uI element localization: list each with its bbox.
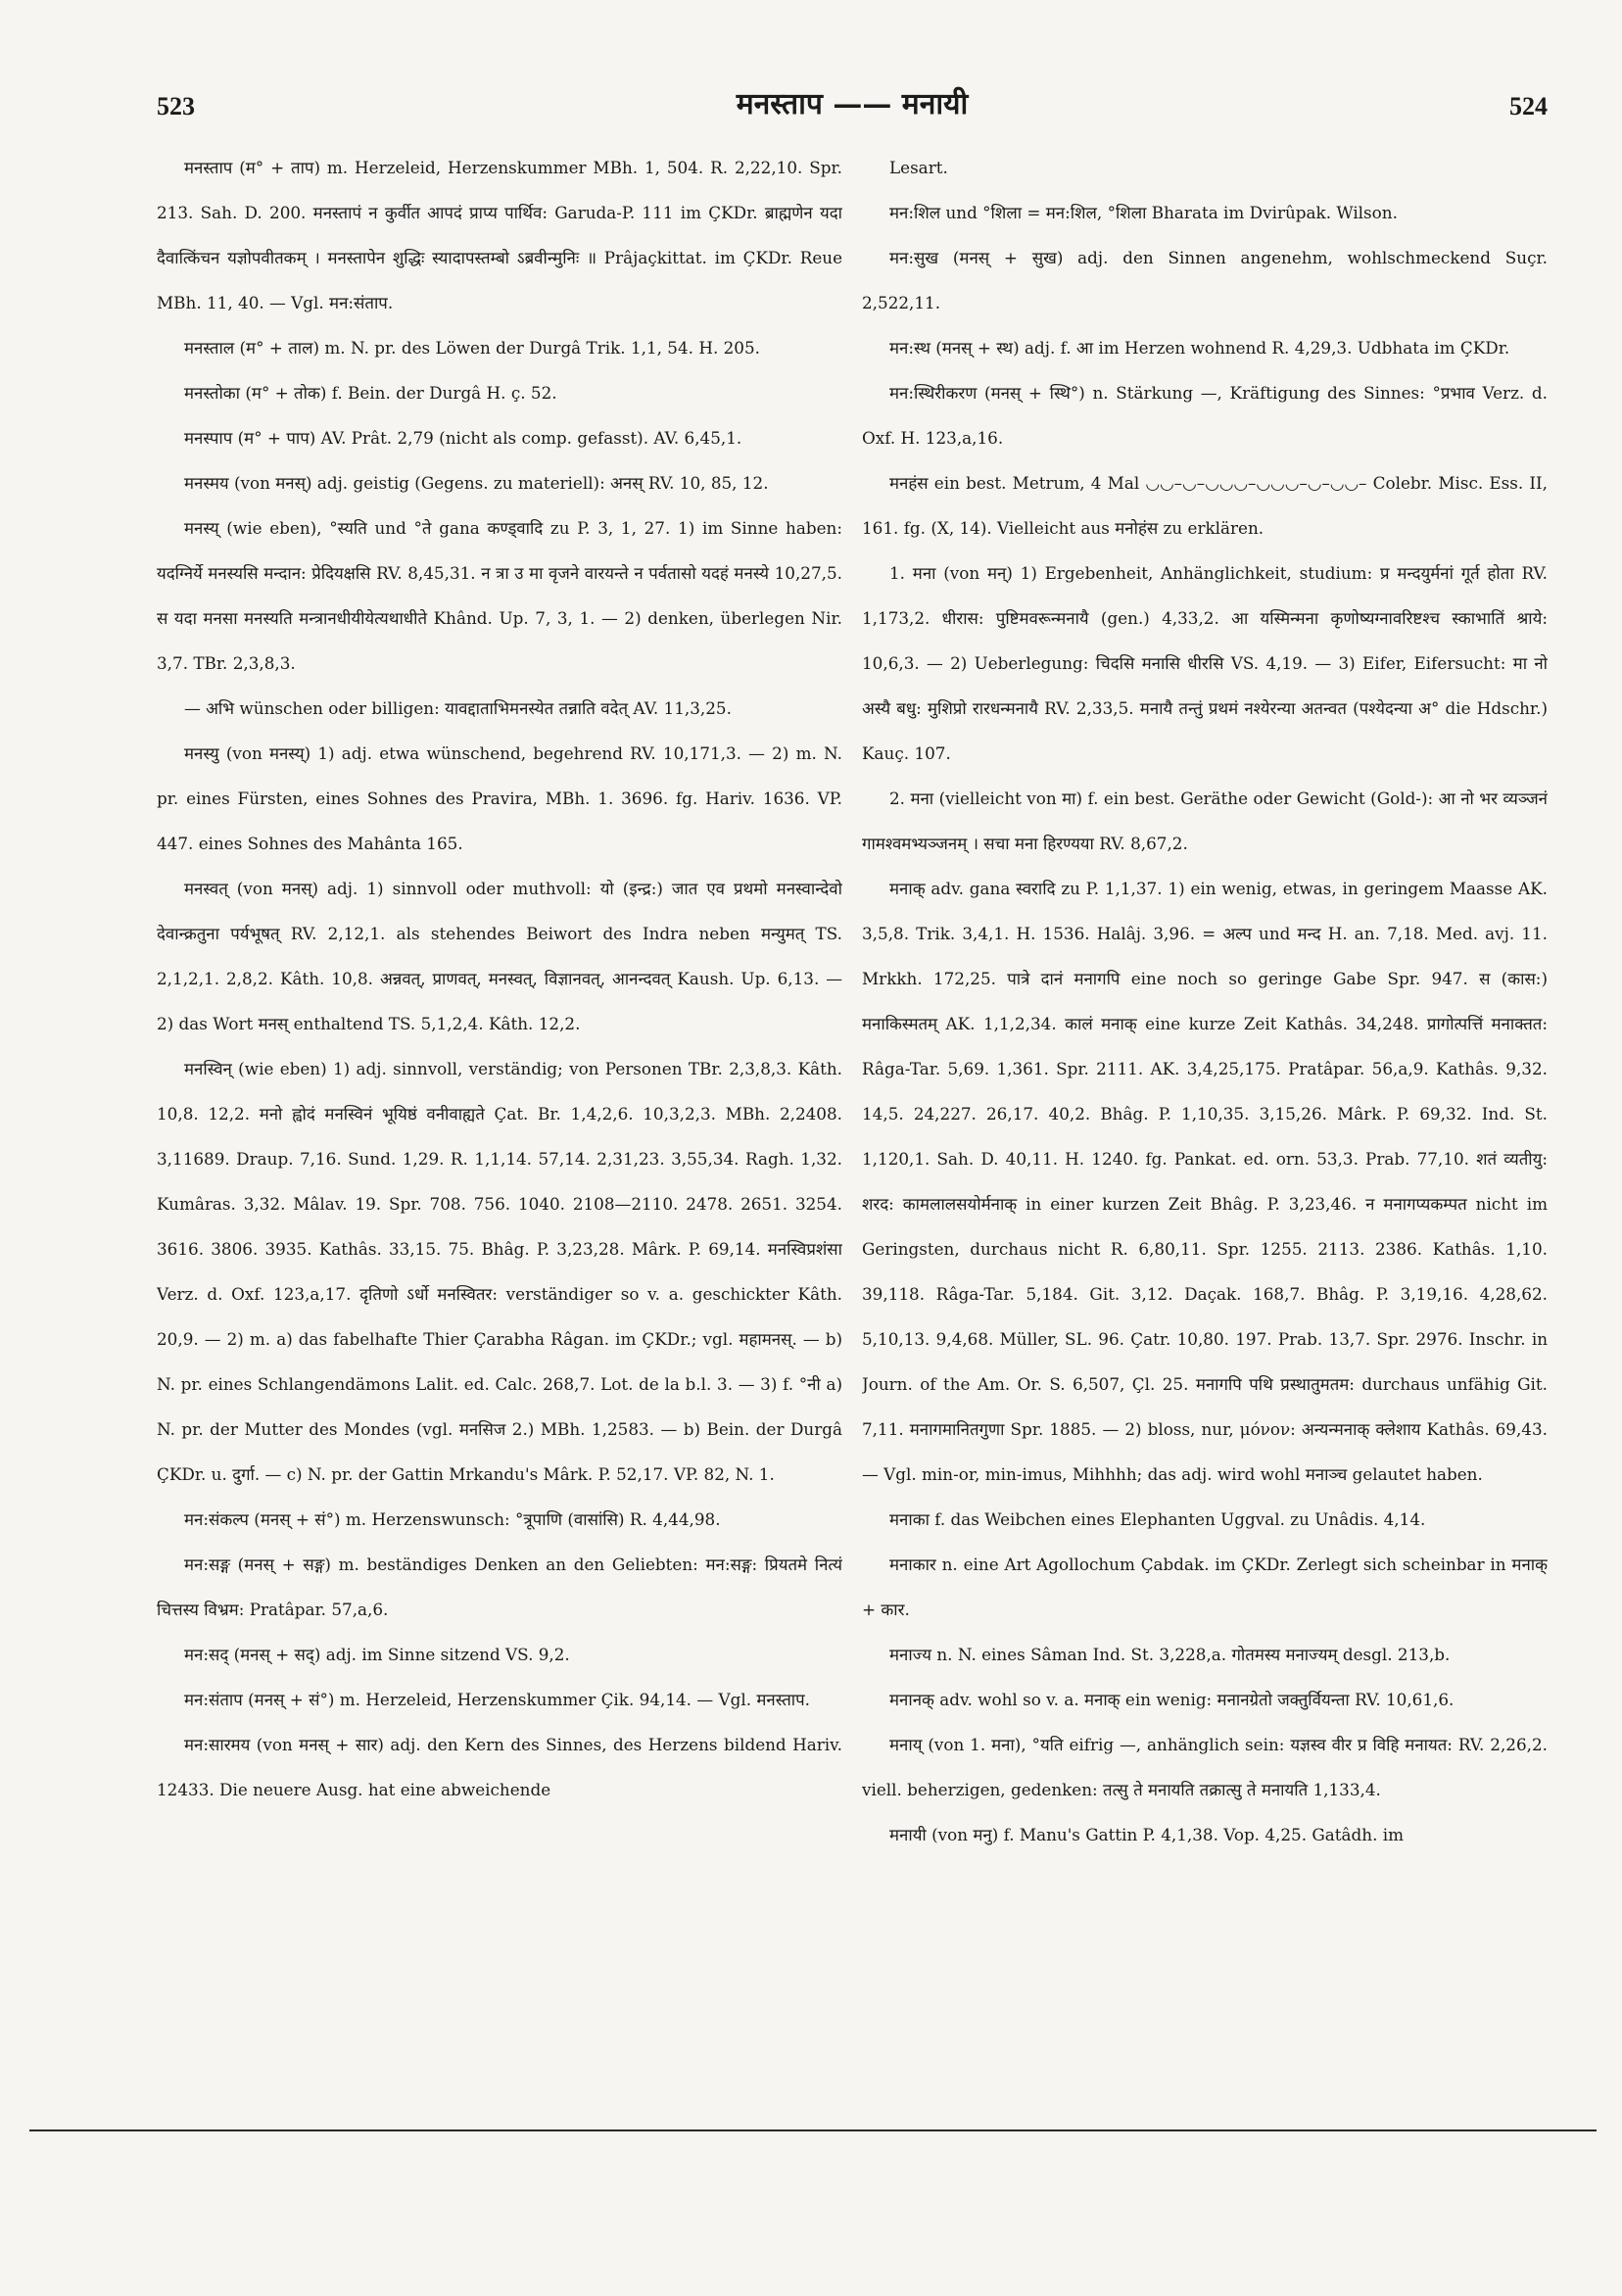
dictionary-entry: मनस्विन् (wie eben) 1) adj. sinnvoll, verständig; von Personen TBr. 2,3,8,3. Kâth. 10,8. 12,2. मनो ह्वोदं मनस्विनं भूयिष्ठं वनीवाह्यते Çat. Br. 1,4,2,6. 10,3,2,3. MBh. 2,2408. 3,11689. Draup. 7,16. Sund. 1,29. R. 1,1,14. 57,14. 2,31,23. 3,55,34. Ragh. 1,32. Kumâras. 3,32. Mâlav. 19. Spr. 708. 756. 1040. 2108—2110. 2478. 2651. 3254. 3616. 3806. 3935. Kathâs. 33,15. 75. Bhâg. P. 3,23,28. Mârk. P. 69,14. मनस्विप्रशंसा Verz. d. Oxf. 123,a,17. दृतिणो ऽर्धो मनस्वितर: verständiger so v. a. geschickter Kâth. 20,9. — 2) m. a) das fabelhafte Thier Çarabha Râgan. im ÇKDr.; vgl. महामनस्. — b) N. pr. eines Schlangendämons Lalit. ed. Calc. 268,7. Lot. de la b.l. 3. — 3) f. °नी a) N. pr. der Mutter des Mondes (vgl. मनसिज 2.) MBh. 1,2583. — b) Bein. der Durgâ ÇKDr. u. दुर्गा. — c) N. pr. der Gattin Mrkandu's Mârk. P. 52,17. VP. 82, N. 1. xyxy=(157,1059,842,1484)
dictionary-entry: मन:सद् (मनस् + सद्) adj. im Sinne sitzend VS. 9,2. xyxy=(184,1645,570,1664)
dictionary-entry: मन:सङ्ग (मनस् + सङ्ग) m. beständiges Denken an den Geliebten: मन:सङ्ग: प्रियतमे नित्यं चित्तस्य विभ्रम: Pratâpar. 57,a,6. xyxy=(157,1555,842,1619)
page-number-right: 524 xyxy=(1509,92,1548,120)
dictionary-entry: मनस्मय (von मनस्) adj. geistig (Gegens. zu materiell): अनस् RV. 10, 85, 12. xyxy=(184,473,769,493)
dictionary-entry: मन:स्थिरीकरण (मनस् + स्थि°) n. Stärkung —, Kräftigung des Sinnes: °प्रभाव Verz. d. Oxf. H. 123,a,16. xyxy=(862,383,1548,448)
right-column xyxy=(862,145,1548,2006)
dictionary-entry: मन:स्थ (मनस् + स्थ) adj. f. आ im Herzen wohnend R. 4,29,3. Udbhata im ÇKDr. xyxy=(889,338,1510,358)
dictionary-entry: मनानक् adv. wohl so v. a. मनाक् ein wenig: मनानग्रेतो जक्तुर्वियन्ता RV. 10,61,6. xyxy=(889,1690,1455,1709)
dictionary-entry: मनायी (von मनु) f. Manu's Gattin P. 4,1,38. Vop. 4,25. Gatâdh. im xyxy=(889,1825,1405,1844)
dictionary-entry: मन:सारमय (von मनस् + सार) adj. den Kern des Sinnes, des Herzens bildend Hariv. 12433. Die neuere Ausg. hat eine abweichende xyxy=(157,1735,842,1799)
page-header xyxy=(157,82,1548,141)
dictionary-entry: मनाज्य n. N. eines Sâman Ind. St. 3,228,a. गोतमस्य मनाज्यम् desgl. 213,b. xyxy=(889,1645,1451,1664)
dictionary-entry: Lesart. xyxy=(889,158,948,177)
dictionary-entry: 1. मना (von मन्) 1) Ergebenheit, Anhänglichkeit, studium: प्र मन्दयुर्मनां गूर्त होता RV. 1,173,2. धीरास: पुष्टिमवरून्मनायै (gen.) 4,33,2. आ यस्मिन्मना कृणोष्यग्नावरिष्टश्च स्काभातिं श्राये: 10,6,3. — 2) Ueberlegung: चिदसि मनासि धीरसि VS. 4,19. — 3) Eifer, Eifersucht: मा नो अस्यै बधु: मुशिप्रो रारधन्मनायै RV. 2,33,5. मनायै तन्तुं प्रथमं नश्येरन्या अतन्वत (पश्येदन्या अ° die Hdschr.) Kauç. 107. xyxy=(862,563,1548,763)
dictionary-entry: मनाका f. das Weibchen eines Elephanten Uggval. zu Unâdis. 4,14. xyxy=(889,1509,1426,1529)
page-number-left: 523 xyxy=(157,92,195,120)
dictionary-entry: मनाय् (von 1. मना), °यति eifrig —, anhänglich sein: यज्ञस्व वीर प्र विहि मनायत: RV. 2,26,2. viell. beherzigen, gedenken: तत्सु ते मनायति तक्रात्सु ते मनायति 1,133,4. xyxy=(862,1735,1548,1799)
dictionary-entry: मन:शिल und °शिला = मन:शिल, °शिला Bharata im Dvirûpak. Wilson. xyxy=(889,203,1398,222)
dictionary-entry: — अभि wünschen oder billigen: यावद्दाताभिमनस्येत तन्नाति वदेत् AV. 11,3,25. xyxy=(184,698,732,718)
dictionary-entry: 2. मना (vielleicht von मा) f. ein best. Geräthe oder Gewicht (Gold-): आ नो भर व्यञ्जनं गामश्वमभ्यञ्जनम् । सचा मना हिरण्यया RV. 8,67,2. xyxy=(862,789,1548,853)
dictionary-entry: मनस्य् (wie eben), °स्यति und °ते gana कण्ड्वादि zu P. 3, 1, 27. 1) im Sinne haben: यदग्निर्ये मनस्यसि मन्दान: प्रेदियक्षसि RV. 8,45,31. न त्रा उ मा वृजने वारयन्ते न पर्वतासो यदहं मनस्ये 10,27,5. स यदा मनसा मनस्यति मन्त्रानधीयीयेत्यथाधीते Khând. Up. 7, 3, 1. — 2) denken, überlegen Nir. 3,7. TBr. 2,3,8,3. xyxy=(157,518,842,673)
dictionary-entry: मनस्तोका (म° + तोक) f. Bein. der Durgâ H. ç. 52. xyxy=(184,383,557,403)
left-column xyxy=(157,145,842,2006)
dictionary-entry: मनस्ताप (म° + ताप) m. Herzeleid, Herzenskummer MBh. 1, 504. R. 2,22,10. Spr. 213. Sah. D. 200. मनस्तापं न कुर्वीत आपदं प्राप्य पार्थिव: Garuda-P. 111 im ÇKDr. ब्राह्मणेन यदा दैवात्किंचन यज्ञोपवीतकम् । मनस्तापेन शुद्धिः स्यादापस्तम्बो ऽब्रवीन्मुनिः ॥ Prâjaçkittat. im ÇKDr. Reue MBh. 11, 40. — Vgl. मन:संताप. xyxy=(157,158,842,312)
dictionary-entry: मनस्वत् (von मनस्) adj. 1) sinnvoll oder muthvoll: यो (इन्द्र:) जात एव प्रथमो मनस्वान्देवो देवान्क्रतुना पर्यभूषत् RV. 2,12,1. als stehendes Beiwort des Indra neben मन्युमत् TS. 2,1,2,1. 2,8,2. Kâth. 10,8. अन्नवत्, प्राणवत्, मनस्वत्, विज्ञानवत्, आनन्दवत् Kaush. Up. 6,13. — 2) das Wort मनस् enthaltend TS. 5,1,2,4. Kâth. 12,2. xyxy=(157,879,842,1033)
dictionary-entry: मन:संकल्प (मनस् + सं°) m. Herzenswunsch: °त्रूपाणि (वासांसि) R. 4,44,98. xyxy=(184,1509,721,1529)
dictionary-entry: मनाकार n. eine Art Agollochum Çabdak. im ÇKDr. Zerlegt sich scheinbar in मनाक् + कार. xyxy=(862,1555,1548,1619)
dictionary-entry: मनस्यु (von मनस्य्) 1) adj. etwa wünschend, begehrend RV. 10,171,3. — 2) m. N. pr. eines Fürsten, eines Sohnes des Pravira, MBh. 1. 3696. fg. Hariv. 1636. VP. 447. eines Sohnes des Mahânta 165. xyxy=(157,743,842,853)
footer-rule xyxy=(29,2129,1597,2131)
dictionary-entry: मनाक् adv. gana स्वरादि zu P. 1,1,37. 1) ein wenig, etwas, in geringem Maasse AK. 3,5,8. Trik. 3,4,1. H. 1536. Halâj. 3,96. = अल्प und मन्द H. an. 7,18. Med. avj. 11. Mrkkh. 172,25. पात्रे दानं मनागपि eine noch so geringe Gabe Spr. 947. स (कास:) मनाकिस्मतम् AK. 1,1,2,34. कालं मनाक् eine kurze Zeit Kathâs. 34,248. प्रागोत्पत्तिं मनाक्तत: Râga-Tar. 5,69. 1,361. Spr. 2111. AK. 3,4,25,175. Pratâpar. 56,a,9. Kathâs. 9,32. 14,5. 24,227. 26,17. 40,2. Bhâg. P. 1,10,35. 3,15,26. Mârk. P. 69,32. Ind. St. 1,120,1. Sah. D. 40,11. H. 1240. fg. Pankat. ed. orn. 53,3. Prab. 77,10. शतं व्यतीयु: शरद: कामलालसयोर्मनाक् in einer kurzen Zeit Bhâg. P. 3,23,46. न मनागप्यकम्पत nicht im Geringsten, durchaus nicht R. 6,80,11. Spr. 1255. 2113. 2386. Kathâs. 1,10. 39,118. Râga-Tar. 5,184. Git. 3,12. Daçak. 168,7. Bhâg. P. 3,19,16. 4,28,62. 5,10,13. 9,4,68. Müller, SL. 96. Çatr. 10,80. 197. Prab. 13,7. Spr. 2976. Inschr. in Journ. of the Am. Or. S. 6,507, Çl. 25. मनागपि पथि प्रस्थातुमतम: durchaus unfähig Git. 7,11. मनागमानितगुणा Spr. 1885. — 2) bloss, nur, μόνον: अन्यन्मनाक् क्लेशाय Kathâs. 69,43. — Vgl. min-or, min-imus, Mihhhh; das adj. wird wohl मनाञ्च gelautet haben. xyxy=(862,879,1548,1484)
dictionary-entry: मनस्ताल (म° + ताल) m. N. pr. des Löwen der Durgâ Trik. 1,1, 54. H. 205. xyxy=(184,338,760,358)
dictionary-entry: मनहंस ein best. Metrum, 4 Mal ◡◡–◡–◡◡◡–◡◡◡–◡–◡◡– Colebr. Misc. Ess. II, 161. fg. (X, 14). Vielleicht aus मनोहंस zu erklären. xyxy=(862,473,1548,538)
dictionary-entry: मनस्पाप (म° + पाप) AV. Prât. 2,79 (nicht als comp. gefasst). AV. 6,45,1. xyxy=(184,428,742,448)
running-head: मनस्ताप —— मनायी xyxy=(736,87,969,121)
dictionary-entry: मन:संताप (मनस् + सं°) m. Herzeleid, Herzenskummer Çik. 94,14. — Vgl. मनस्ताप. xyxy=(184,1690,811,1709)
dictionary-entry: मन:सुख (मनस् + सुख) adj. den Sinnen angenehm, wohlschmeckend Suçr. 2,522,11. xyxy=(862,248,1548,312)
